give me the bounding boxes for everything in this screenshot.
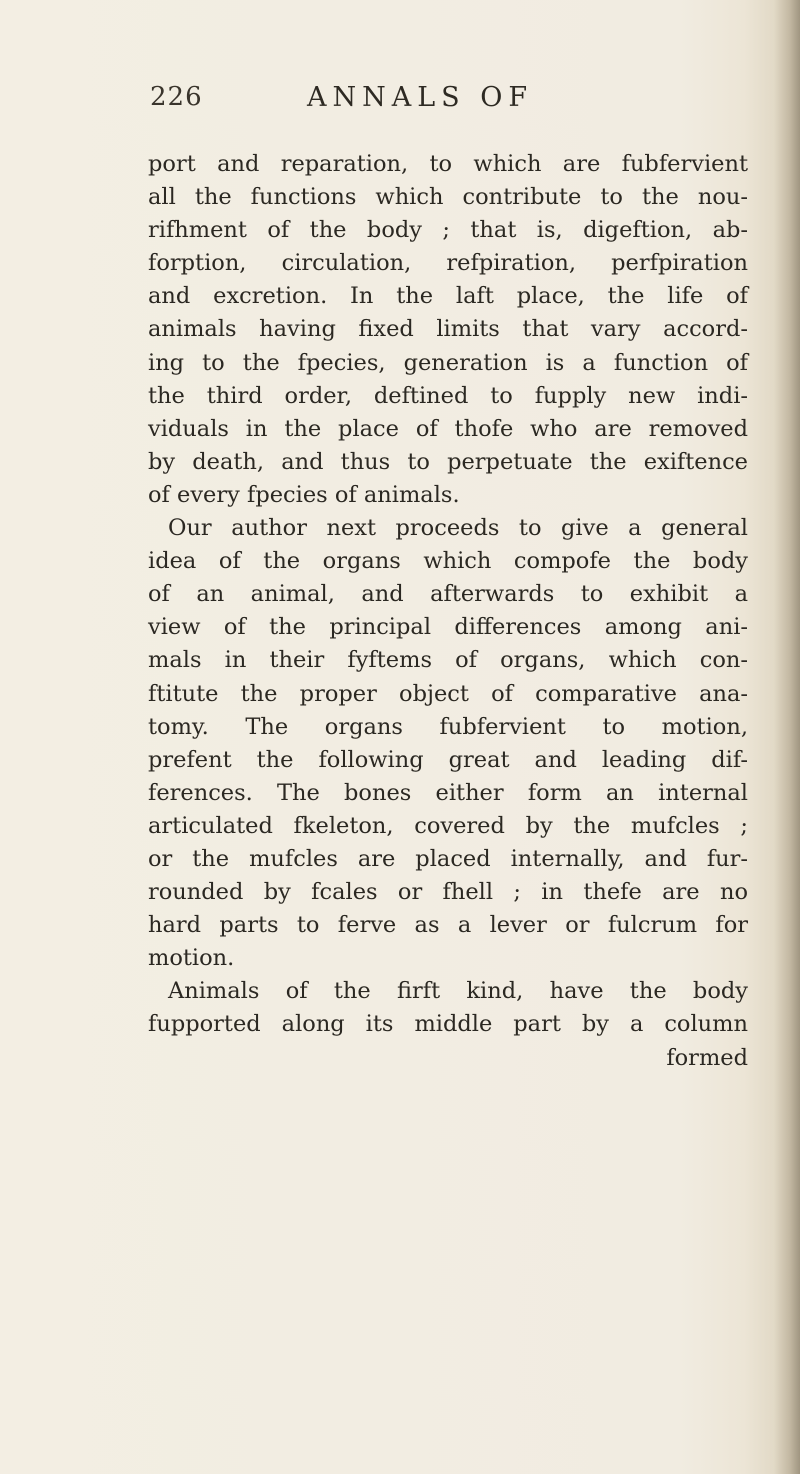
page-edge-shadow — [774, 0, 800, 1474]
running-head: ANNALS OF — [307, 82, 534, 113]
text-line: fupported along its middle part by a column — [148, 1011, 748, 1038]
text-line: Our author next proceeds to give a general — [168, 515, 748, 542]
text-line: animals having fixed limits that vary accord- — [148, 316, 748, 343]
text-line: tomy. The organs fubfervient to motion, — [148, 713, 748, 740]
text-line: of an animal, and afterwards to exhibit a — [148, 581, 748, 608]
text-line: ing to the fpecies, generation is a function of — [148, 349, 748, 376]
text-line: hard parts to ferve as a lever or fulcrum for — [148, 912, 748, 939]
text-line: or the mufcles are placed internally, and fur- — [148, 845, 748, 872]
text-line: of every fpecies of animals. — [148, 481, 460, 508]
text-line: articulated fkeleton, covered by the mufcles ; — [148, 812, 748, 839]
text-line: the third order, deftined to fupply new indi- — [148, 382, 748, 409]
text-line: viduals in the place of thofe who are removed — [148, 415, 748, 442]
text-line: Animals of the firft kind, have the body — [168, 978, 748, 1005]
text-line: all the functions which contribute to the nou- — [148, 184, 748, 211]
text-line: and excretion. In the laft place, the life of — [148, 283, 748, 310]
text-line: by death, and thus to perpetuate the exiftence — [148, 448, 748, 475]
page-header — [0, 82, 800, 122]
text-line: ftitute the proper object of comparative ana- — [148, 680, 748, 707]
text-line: view of the principal differences among ani- — [148, 614, 748, 641]
catchword: formed — [666, 1044, 748, 1071]
text-line: rifhment of the body ; that is, digeftion, ab- — [148, 217, 748, 244]
text-line: mals in their fyftems of organs, which con- — [148, 647, 748, 674]
text-line: rounded by fcales or fhell ; in thefe are no — [148, 879, 748, 906]
body-text — [148, 148, 748, 1075]
text-line: ferences. The bones either form an internal — [148, 779, 748, 806]
text-line: port and reparation, to which are fubfervient — [148, 151, 748, 177]
page-number: 226 — [150, 82, 203, 112]
text-line: forption, circulation, refpiration, perfpiration — [148, 250, 748, 277]
text-line: prefent the following great and leading dif- — [148, 746, 748, 773]
text-line: idea of the organs which compofe the body — [148, 548, 748, 575]
text-line: motion. — [148, 945, 235, 972]
